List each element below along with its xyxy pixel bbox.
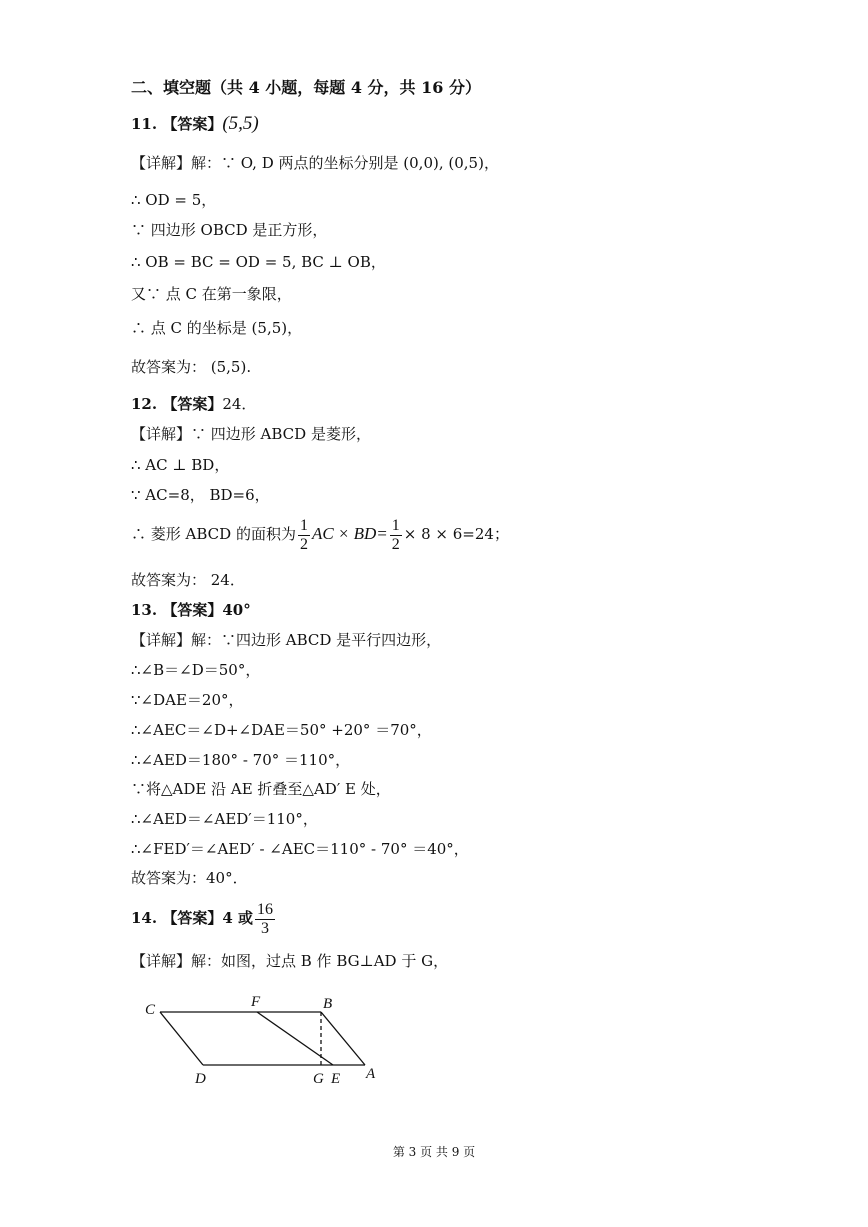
q12-answer: 24． [222,395,257,413]
q12-fraction-2 [390,517,402,554]
q12-area-label: ∴ 菱形 ABCD 的面积为 [131,525,296,543]
q13-line-3: ∵∠DAE＝20°， [131,691,244,709]
q13-line-4: ∴∠AEC＝∠D+∠DAE＝50° +20° ＝70°， [131,721,432,739]
q11-line-5: 又∵ 点 C 在第一象限， [131,285,292,303]
edge-ba [321,1012,365,1065]
q13-line-9: 故答案为：40°． [131,869,248,887]
q11-line-1: 【详解】解：∵ O, D 两点的坐标分别是 (0,0), (0,5)， [131,154,499,172]
q12-frac2-den: 2 [391,535,400,553]
page-footer: 第 3 页 共 9 页 [392,1145,476,1159]
q12-line-3: ∵ AC=8， BD=6， [131,486,270,504]
label-e: E [331,1071,341,1087]
q14-fraction [255,901,275,938]
parallelogram-figure [140,990,390,1090]
label-f: F [251,994,261,1010]
q14-frac-den: 3 [260,919,269,937]
q12-frac2-num: 1 [391,516,400,534]
q13-line-8: ∴∠FED′＝∠AED′ - ∠AEC＝110° - 70° ＝40°， [131,840,469,858]
q12-frac1-den: 2 [299,535,308,553]
q13-line-7: ∴∠AED＝∠AED′＝110°， [131,810,318,828]
q12-area-expr-1: AC × BD= [311,524,388,543]
q11-line-2: ∴ OD = 5， [131,191,217,209]
label-a: A [366,1066,376,1082]
q12-head: 12. 【答案】 [131,395,223,413]
q12-line-5: 故答案为： 24． [131,571,245,589]
q14-frac-num: 16 [256,900,273,918]
q11-line-3: ∵ 四边形 OBCD 是正方形， [131,221,328,239]
q13-line-2: ∴∠B＝∠D＝50°， [131,661,261,679]
edge-cd [160,1012,203,1065]
q12-line-2: ∴ AC ⊥ BD， [131,456,230,474]
q11-line-7: 故答案为： (5,5). [131,358,252,376]
label-c: C [145,1002,156,1018]
label-d: D [195,1071,206,1087]
q13-line-6: ∵将△ADE 沿 AE 折叠至△AD′ E 处， [131,780,391,798]
q14-head: 14. 【答案】4 或 [131,909,253,927]
q11-line-6: ∴ 点 C 的坐标是 (5,5)， [131,319,303,337]
section-title: 二、填空题（共 4 小题，每题 4 分，共 16 分） [131,78,481,97]
q11-head: 11. 【答案】 [131,115,223,133]
q14-answer-line [131,898,277,938]
q13-line-1: 【详解】解：∵四边形 ABCD 是平行四边形， [131,631,442,649]
q14-line-1: 【详解】解：如图，过点 B 作 BG⊥AD 于 G， [131,952,449,970]
q13-head: 13. 【答案】40° [131,601,251,619]
q11-line-4: ∴ OB = BC = OD = 5, BC ⊥ OB， [131,253,386,271]
q11-answer: (5,5) [222,113,259,134]
q12-line-4 [131,512,509,556]
q12-fraction-1 [298,517,310,554]
q12-answer-line [131,394,256,414]
q12-line-1: 【详解】∵ 四边形 ABCD 是菱形， [131,425,371,443]
q12-area-expr-2: × 8 × 6=24； [403,525,509,543]
q11-answer-line [131,114,259,134]
q12-frac1-num: 1 [299,516,308,534]
q13-line-5: ∴∠AED＝180° - 70° ＝110°， [131,751,351,769]
label-b: B [323,996,333,1012]
label-g: G [313,1071,324,1087]
